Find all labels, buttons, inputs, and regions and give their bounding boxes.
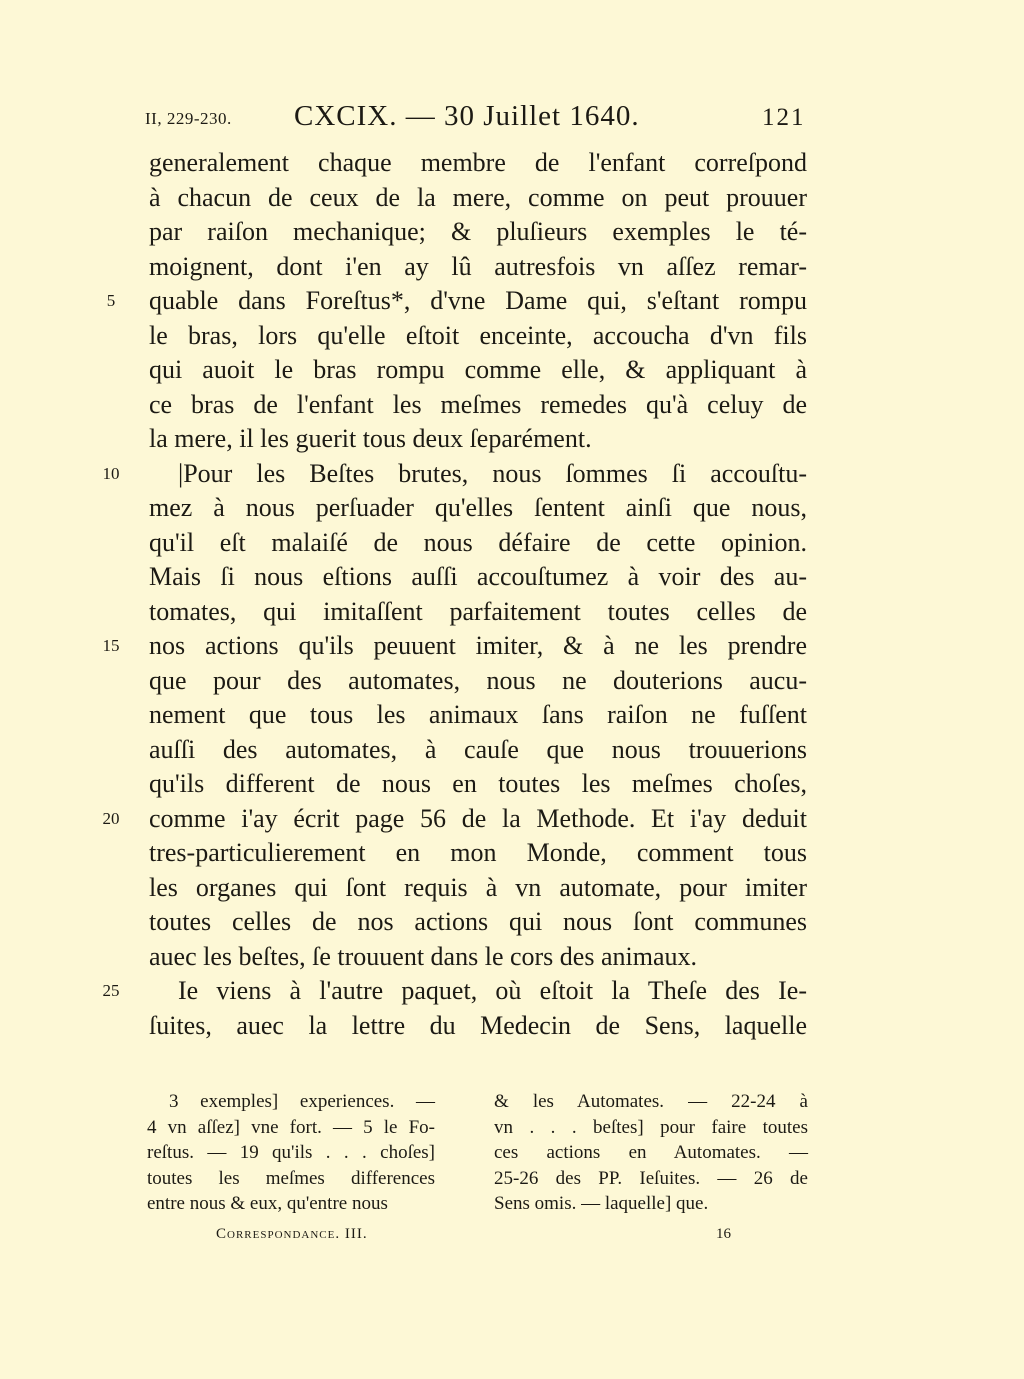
text-line: qu'ils different de nous en toutes les meſmes choſes, [149,769,807,798]
volume-reference: II, 229-230. [145,109,232,128]
line-number: 25 [102,981,120,1000]
page-number: 121 [762,104,806,131]
volume-title: Correspondance. III. [216,1226,368,1242]
line-number: 10 [102,463,120,483]
text-line: qui auoit le bras rompu comme elle, & appliquant à [149,355,807,384]
note-line: entre nous & eux, qu'entre nous [147,1193,388,1215]
line-number: 20 [102,808,120,828]
text-line: quable dans Foreſtus*, d'vne Dame qui, s'eſtant rompu [149,286,807,315]
text-line: auec les beſtes, ſe trouuent dans le cors des animaux. [149,941,697,971]
page-footer [0,1226,1024,1250]
note-line: Sens omis. — laquelle] que. [494,1193,709,1215]
text-line: ſuites, auec la lettre du Medecin de Sens, laquelle [149,1010,807,1040]
text-line: que pour des automates, nous ne douterions aucu- [149,665,807,695]
text-line: moignent, dont i'en ay lû autresfois vn aſſez remar- [149,251,807,281]
text-line: par raiſon mechanique; & pluſieurs exemples le té- [149,217,807,246]
text-line: Mais ſi nous eſtions auſſi accouſtumez à voir des au- [149,562,807,591]
text-line: mez à nous perſuader qu'elles ſentent ainſi que nous, [149,493,807,522]
text-line: tres-particulierement en mon Monde, comment tous [149,838,807,867]
note-line: toutes les meſmes differences [147,1167,435,1189]
apparatus-right-column [494,1089,808,1217]
note-line: reſtus. — 19 qu'ils . . . choſes] [147,1142,435,1164]
text-line: generalement chaque membre de l'enfant correſpond [149,148,807,177]
note-line: ces actions en Automates. — [494,1142,808,1164]
text-line: ce bras de l'enfant les meſmes remedes qu'à celuy de [149,389,807,419]
line-number: 5 [106,291,116,310]
text-line: qu'il eſt malaiſé de nous défaire de cette opinion. [149,527,807,557]
apparatus-left-column [147,1089,435,1217]
text-line: nement que tous les animaux ſans raiſon ne fuſſent [149,700,807,729]
letter-heading: CXCIX. — 30 Juillet 1640. [294,100,640,132]
text-line: |Pour les Beſtes brutes, nous ſommes ſi accouſtu- [178,458,807,488]
text-line: nos actions qu'ils peuuent imiter, & à ne les prendre [149,631,807,660]
text-line: à chacun de ceux de la mere, comme on peut prouuer [149,182,807,212]
note-line: 3 exemples] experiences. — [169,1091,435,1112]
line-number: 15 [102,636,120,655]
text-line: la mere, il les guerit tous deux ſeparément. [149,424,592,453]
text-line: auſſi des automates, à cauſe que nous trouuerions [149,734,807,764]
text-line: les organes qui ſont requis à vn automate, pour imiter [149,872,807,902]
note-line: 25-26 des PP. Ieſuites. — 26 de [494,1167,808,1189]
note-line: vn . . . beſtes] pour faire toutes [494,1116,808,1138]
text-line: Ie viens à l'autre paquet, où eſtoit la Theſe des Ie- [178,976,807,1005]
text-line: tomates, qui imitaſſent parfaitement toutes celles de [149,596,807,626]
note-line: 4 vn aſſez] vne fort. — 5 le Fo- [147,1116,435,1138]
text-line: comme i'ay écrit page 56 de la Methode. Et i'ay deduit [149,803,807,833]
note-line: & les Automates. — 22-24 à [494,1091,808,1112]
running-header [0,98,1024,138]
text-line: toutes celles de nos actions qui nous ſont communes [149,907,807,936]
text-line: le bras, lors qu'elle eſtoit enceinte, accoucha d'vn fils [149,320,807,350]
signature-mark: 16 [716,1226,731,1242]
